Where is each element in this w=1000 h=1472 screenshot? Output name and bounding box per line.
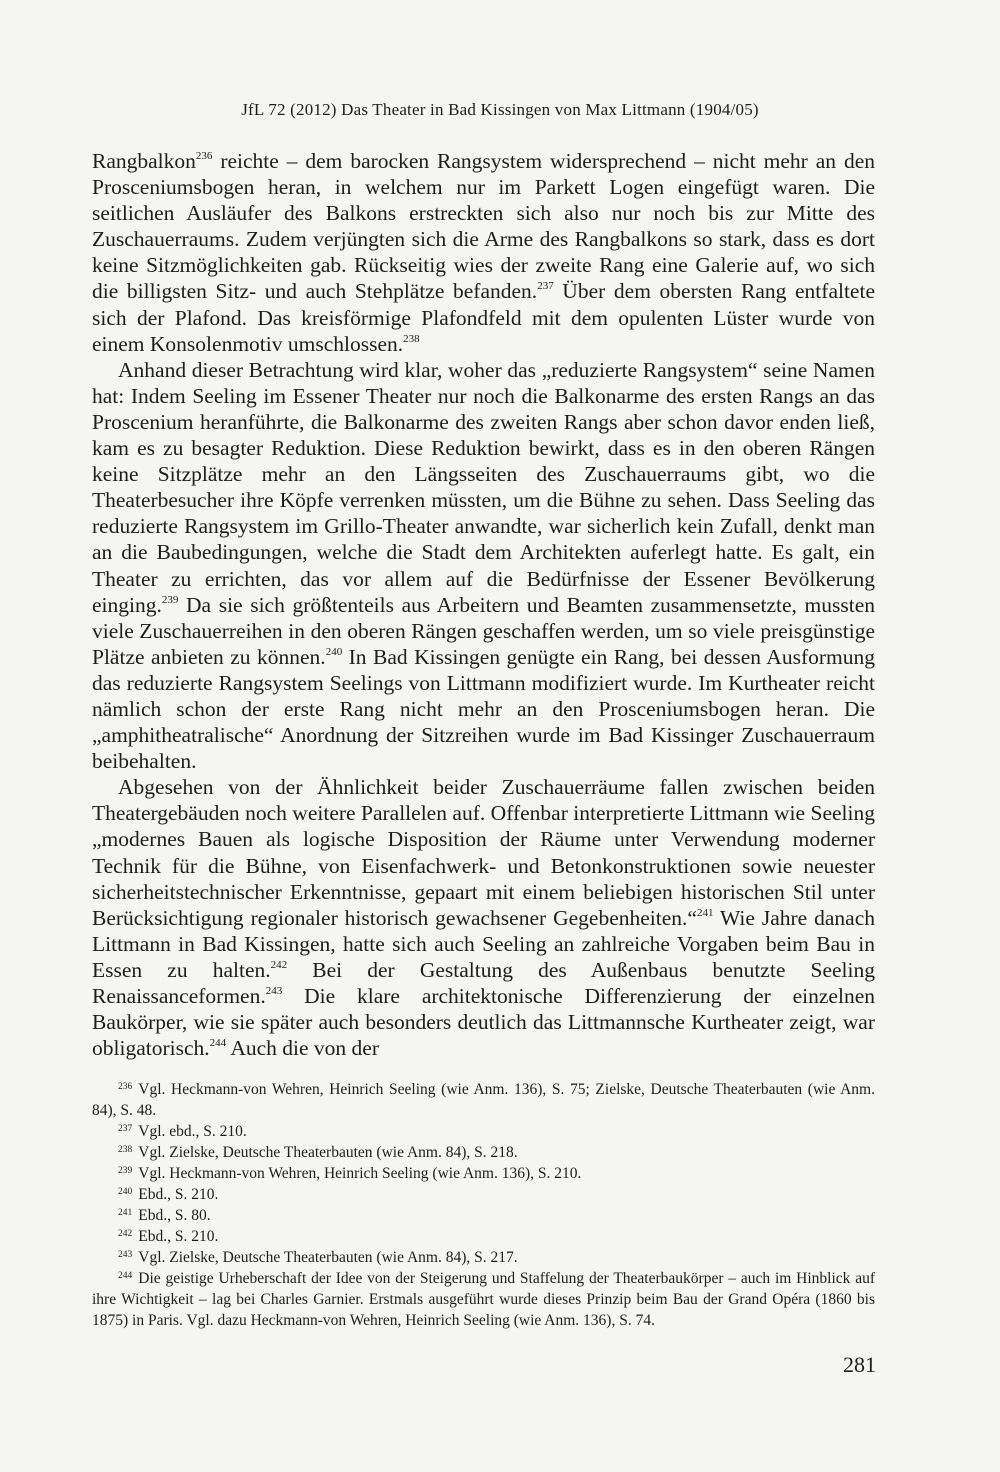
footnote (92, 1163, 875, 1184)
footnote-text: Die geistige Urheberschaft der Idee von der Steigerung und Staffelung der Theaterbaukörper – auch im Hinblick auf ihre Wichtigkeit – lag bei Charles Garnier. Erstmals ausgeführt wurde dieses Prinzip beim Bau der Grand Opéra (1860 bis 1875) in Paris. Vgl. dazu Heckmann-von Wehren, Heinrich Seeling (wie Anm. 136), S. 74. (92, 1270, 875, 1329)
footnote (92, 1226, 875, 1247)
text-run: Über dem obersten Rang entfaltete sich der Plafond. Das kreisförmige Plafondfeld mit dem opulenten Lüster wurde von einem Konsolenmotiv umschlossen. (92, 279, 875, 356)
footnote-reference[interactable]: 236 (195, 150, 213, 162)
footnote-number: 240 (118, 1187, 133, 1197)
footnotes (92, 1079, 875, 1331)
footnote-text: Ebd., S. 80. (138, 1207, 211, 1224)
text-run: In Bad Kissingen genügte ein Rang, bei dessen Ausformung das reduzierte Rangsystem Seelings von Littmann modifiziert wurde. Im Kurtheater reicht nämlich schon der erste Rang nicht mehr an den Prosceniumsbogen heran. Die „amphitheatralische“ Anordnung der Sitzreihen wurde im Bad Kissinger Zuschauerraum beibehalten. (92, 644, 875, 774)
footnote-number: 236 (118, 1082, 133, 1092)
footnote-text: Ebd., S. 210. (138, 1228, 219, 1245)
footnote (92, 1205, 875, 1226)
text-run: Da sie sich größtenteils aus Arbeitern und Beamten zusammensetzte, mussten viele Zuschauerreihen in den oberen Rängen geschaffen werden, um so viele preisgünstige Plätze anbieten zu können. (92, 592, 875, 669)
footnote-number: 241 (118, 1208, 133, 1218)
paragraph (92, 357, 875, 775)
footnote-text: Vgl. Zielske, Deutsche Theaterbauten (wie Anm. 84), S. 218. (138, 1144, 518, 1161)
footnote (92, 1121, 875, 1142)
footnote-reference[interactable]: 237 (537, 280, 554, 293)
footnote-number: 242 (118, 1229, 133, 1239)
footnote-number: 238 (118, 1145, 133, 1155)
footnote-text: Vgl. Zielske, Deutsche Theaterbauten (wie Anm. 84), S. 217. (138, 1249, 518, 1266)
text-run: Wie Jahre danach Littmann in Bad Kissingen, hatte sich auch Seeling an zahlreiche Vorgaben beim Bau in Essen zu halten. (92, 905, 875, 982)
footnote-reference[interactable]: 239 (161, 593, 179, 606)
footnote (92, 1079, 875, 1121)
page-number: 281 (843, 1352, 876, 1377)
text-run: Abgesehen von der Ähnlichkeit beider Zuschauerräume fallen zwischen beiden Theatergebäuden noch weitere Parallelen auf. Offenbar interpretierte Littmann wie Seeling „modernes Bauen als logische Disposition der Räume unter Verwendung moderner Technik für die Bühne, von Eisenfachwerk- und Betonkonstruktionen sowie neuester sicherheitstechnischer Erkenntnisse, gepaart mit einem beliebigen historischen Stil unter Berücksichtigung regionaler historisch gewachsener Gegebenheiten.“ (92, 775, 875, 930)
paragraph (92, 148, 875, 357)
footnote (92, 1184, 875, 1205)
running-header: JfL 72 (2012) Das Theater in Bad Kissingen von Max Littmann (1904/05) (241, 100, 759, 119)
footnote-reference[interactable]: 244 (209, 1037, 227, 1050)
footnote (92, 1142, 875, 1163)
footnote-number: 239 (118, 1166, 133, 1176)
footnote-reference[interactable]: 241 (696, 906, 714, 919)
body-text (92, 148, 875, 1061)
footnote-text: Vgl. ebd., S. 210. (138, 1123, 247, 1140)
text-run: Anhand dieser Betrachtung wird klar, woher das „reduzierte Rangsystem“ seine Namen hat: Indem Seeling im Essener Theater nur noch die Balkonarme des ersten Rangs an das Proscenium heranführte, die Balkonarme des zweiten Rangs aber schon davor enden ließ, kam es zu besagter Reduktion. Diese Reduktion bewirkt, dass es in den oberen Rängen keine Sitzplätze mehr an den Längsseiten des Zuschauerraums gibt, wo die Theaterbesucher ihre Köpfe verrenken müssten, um die Bühne zu sehen. Dass Seeling das reduzierte Rangsystem im Grillo-Theater anwandte, war sicherlich kein Zufall, denkt man an die Baubedingungen, welche die Stadt dem Architekten auferlegt hatte. Es galt, ein Theater zu errichten, das vor allem auf die Bedürfnisse der Essener Bevölkerung einging. (92, 357, 875, 617)
footnote-reference[interactable]: 243 (265, 985, 283, 997)
footnote-text: Vgl. Heckmann-von Wehren, Heinrich Seeling (wie Anm. 136), S. 75; Zielske, Deutsche Theaterbauten (wie Anm. 84), S. 48. (92, 1081, 875, 1119)
text-run: Die klare architektonische Differenzierung der einzelnen Baukörper, wie sie später auch besonders deutlich das Littmannsche Kurtheater zeigt, war obligatorisch. (92, 984, 875, 1061)
footnote-number: 244 (118, 1271, 133, 1281)
text-run: Rangbalkon (92, 149, 196, 173)
text-run: Bei der Gestaltung des Außenbaus benutzte Seeling Renaissanceformen. (92, 957, 875, 1008)
footnote-reference[interactable]: 242 (270, 958, 288, 971)
footnote (92, 1247, 875, 1268)
footnote-reference[interactable]: 240 (325, 645, 343, 658)
text-run: reichte – dem barocken Rangsystem widersprechend – nicht mehr an den Prosceniumsbogen heran, in welchem nur im Parkett Logen eingefügt waren. Die seitlichen Ausläufer des Balkons erstreckten sich also nur noch bis zur Mitte des Zuschauerraums. Zudem verjüngten sich die Arme des Rangbalkons so stark, dass es dort keine Sitzmöglichkeiten gab. Rückseitig wies der zweite Rang eine Galerie auf, wo sich die billigsten Sitz- und auch Stehplätze befanden. (92, 149, 875, 304)
footnote-number: 243 (118, 1250, 133, 1260)
paragraph (92, 774, 875, 1061)
footnote-text: Vgl. Heckmann-von Wehren, Heinrich Seeling (wie Anm. 136), S. 210. (138, 1165, 582, 1182)
footnote (92, 1268, 875, 1331)
footnote-number: 237 (118, 1124, 133, 1134)
text-run: Auch die von der (226, 1036, 379, 1061)
footnote-text: Ebd., S. 210. (138, 1186, 219, 1203)
footnote-reference[interactable]: 238 (403, 332, 420, 345)
